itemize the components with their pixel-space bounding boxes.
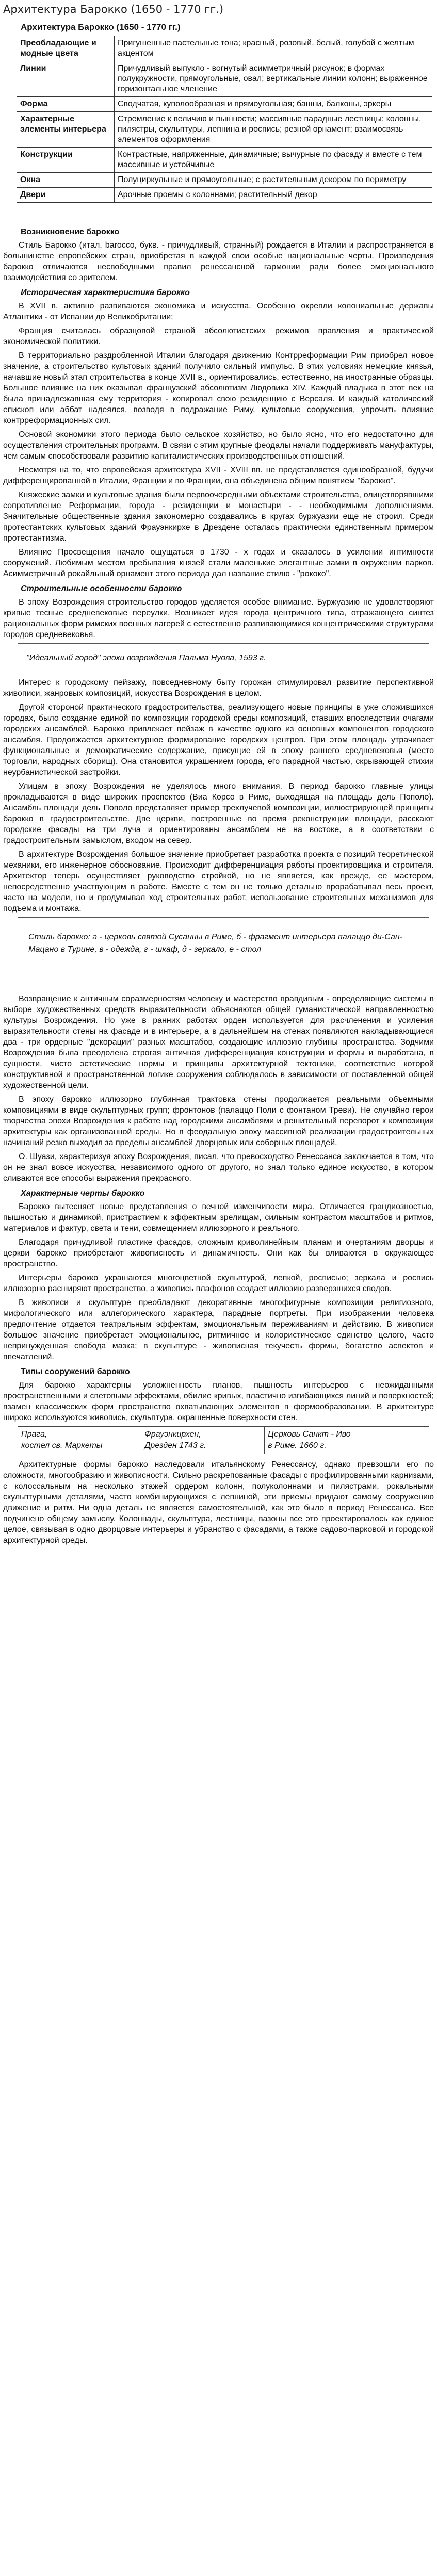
paragraph: Интерьеры барокко украшаются многоцветной скульптурой, лепкой, росписью; зеркала и роспись иллюзорно расширяют пространство, а живопись плафонов создает иллюзию разверзшихся сводов. bbox=[3, 1274, 434, 1293]
paragraph: В живописи и скульптуре преобладают декоративные многофигурные композиции религиозного, мифологического или аллегорического характера, парадные портреты. При изображении человека предпочтение отдается театральным эффектам, эмоциональным переживаниям и действию. В живописи большое значение приобретает эмоциональное, ритмичное и колористическое единство целого, часто непринужденная свобода мазка; в скульптуре - живописная текучесть формы, богатство аспектов и впечатлений. bbox=[3, 1298, 434, 1361]
traits-row bbox=[17, 173, 432, 188]
city-line-2: в Риме. 1660 г. bbox=[268, 1441, 327, 1450]
image-caption-box bbox=[18, 643, 429, 673]
traits-row bbox=[17, 61, 432, 97]
section-heading-origin: Возникновение барокко bbox=[21, 227, 120, 236]
trait-value: Сводчатая, куполообразная и прямоугольная; башни, балконы, эркеры bbox=[115, 97, 432, 112]
paragraph: Возвращение к античным соразмерностям человеку и мастерство правдивым - определяющие системы в выборе художественных средств выразительности объясняются общей гуманистической направленностью культуры Возрождения. Но уже в ранних работах орден используется для расчленения и усиления выразительности стены на фасаде и в интерьере, а в дальнейшем на стенах появляются накладывающиеся два - три ордерные "декорации" разных масштабов, создающие иллюзию глубины пространства. Зодчими Возрождения была преодолена строгая античная дифференциация конструкции и формы и выработана, в сущности, чисто эстетические нормы и принципы архитектурной тектоники, соответствие которой конструктивной и пространственной логике сооружения соблюдалось в зависимости от поставленной общей художественной цели. bbox=[3, 994, 434, 1090]
trait-name: Двери bbox=[17, 188, 115, 203]
section-heading-types: Типы сооружений барокко bbox=[21, 1367, 130, 1376]
traits-row bbox=[17, 188, 432, 203]
traits-row bbox=[17, 36, 432, 61]
trait-value: Пригушенные пастельные тона; красный, розовый, белый, голубой с желтым акцентом bbox=[115, 36, 432, 61]
paragraph: Для барокко характерны усложненность планов, пышность интерьеров с неожиданными пространственными и световыми эффектами, обилие кривых, пластично изгибающихся линий и поверхностей; взамен классических форм пространство охватывающих элементов в формообразовании. В архитектуре широко используются живопись, скульптура, окрашенные поверхности стен. bbox=[3, 1381, 434, 1422]
city-cell bbox=[18, 1427, 141, 1454]
trait-value: Арочные проемы с колоннами; растительный декор bbox=[115, 188, 432, 203]
page-title: Архитектура Барокко (1650 - 1770 гг.) bbox=[3, 0, 434, 19]
city-line-1: Фрауэнкирхен, bbox=[144, 1430, 201, 1439]
paragraph: Основой экономики этого периода было сельское хозяйство, но было ясно, что его недостаточно для осуществления строительных программ. В связи с этим крупные феодалы начали поддерживать мануфактуры, чем самым способствовали развитию капиталистических производственных отношений. bbox=[3, 430, 434, 461]
image-caption: Стиль барокко: а - церковь святой Сусанны в Риме, б - фрагмент интерьера палаццо ди-Сан-Мацано в Турине, в - одежда, г - шкаф, д - зеркало, е - стол bbox=[28, 933, 402, 954]
trait-name: Преобладающие и модные цвета bbox=[17, 36, 115, 61]
city-line-2: Дрезден 1743 г. bbox=[144, 1441, 206, 1450]
trait-name: Характерные элементы интерьера bbox=[17, 112, 115, 148]
section-heading-features: Строительные особенности барокко bbox=[21, 584, 182, 593]
paragraph: Влияние Просвещения начало ощущаться в 1730 - х годах и сказалось в усилении интимности сооружений. Любимым местом пребывания князей стали маленькие элегантные замки в окружении парков. Асимметричный рокайльный орнамент этого периода дал название стилю - "рококо". bbox=[3, 548, 434, 578]
city-line-1: Прага, bbox=[21, 1430, 47, 1439]
traits-row bbox=[17, 97, 432, 112]
paragraph: В территориально раздробленной Италии благодаря движению Контрреформации Рим приобрел новое значение, а строительство культовых зданий получило сильный импульс. В этих условиях немецкие князья, начавшие новый этап строительства в конце XVII в., ориентировались, естественно, на иностранные образцы. Большое влияние на них оказывал французский абсолютизм Людовика XIV. Каждый владыка в этот век на была принадлежавшая ему территория - копировал свою резиденцию с Версаля. И каждый католический епископ или аббат надеялся, возводя в подражание Риму, культовые сооружения, упрочить влияние контрреформационных сил. bbox=[3, 351, 434, 425]
paragraph: В эпоху Возрождения строительство городов уделяется особое внимание. Буржуазию не удовлетворяют кривые тесные средневековые переулки. Возникает идея города центричного типа, отражающего синтез рациональных форм римских военных лагерей с естественно развивающимися концентрическими структурами городов средневековья. bbox=[3, 598, 434, 639]
image-caption: "Идеальный город" эпохи возрождения Пальма Нуова, 1593 г. bbox=[26, 654, 266, 662]
city-cell bbox=[265, 1427, 429, 1454]
cities-table bbox=[18, 1426, 429, 1454]
section-heading-history: Историческая характеристика барокко bbox=[21, 288, 190, 297]
trait-name: Форма bbox=[17, 97, 115, 112]
image-caption-box bbox=[18, 917, 429, 989]
paragraph: Архитектурные формы барокко наследовали итальянскому Ренессансу, однако превзошли его по сложности, многообразию и живописности. Сильно раскрепованные фасады с профилированными карнизами, с колоссальным на несколько этажей ордером колонн, полуколоннами и пилястрами, рокальными скульптурными деталями, часто комбинирующихся с лепниной, эти приемы придают самому сооружению движение и ритм. Ни одна деталь не является самостоятельной, как это было в период Ренессанса. Все подчинено общему замыслу. Колоннады, скульптура, лестницы, вазоны все это проектировалось как единое целое, связывая в одно дворцовые интерьеры и убранство с фасадами, а также садово-парковой и городской архитектурной среды. bbox=[3, 1460, 434, 1545]
paragraph: В эпоху барокко иллюзорно глубинная трактовка стены продолжается реальными объемными композициями в виде скульптурных групп; фронтонов (палаццо Поли с фонтаном Треви). Не случайно герои творчества эпохи Возрождения к работе над городскими ансамблями и решительный переворот к композиции архитектуры как организованной среды. Но в феодальную эпоху массивной реализации градостроительных начинаний резко выходил за пределы ансамблей дворцовых или соборных площадей. bbox=[3, 1095, 434, 1147]
trait-name: Линии bbox=[17, 61, 115, 97]
paragraph: Барокко вытесняет новые представления о вечной изменчивости мира. Отличается грандиозностью, пышностью и динамикой, пристрастием к эффектным зрелищам, сильным контрастом масштабов и ритмов, материалов и фактур, света и тени, совмещением иллюзорного и реального. bbox=[3, 1202, 434, 1233]
city-line-2: костел св. Маркеты bbox=[21, 1441, 103, 1450]
section-heading-traits: Характерные черты барокко bbox=[21, 1189, 145, 1198]
paragraph: Несмотря на то, что европейская архитектура XVII - XVIII вв. не представляется единообразной, будучи дифференцированной в Италии, Франции и во Франции, она объединена общим понятием "барокко". bbox=[3, 466, 434, 485]
city-line-1: Церковь Санкт - Иво bbox=[268, 1430, 351, 1439]
paragraph: Другой стороной практического градостроительства, реализующего новые принципы в уже сложившихся городах, было создание единой по композиции городской среды композиций, ставших впоследствии очагами городских ансамблей. Барокко привлекает пейзаж в качестве одного из основных компонентов городского ансамбля. Продолжается архитектурное формирование городских центров. При этом площадь утрачивает функциональные и демократические содержание, присущие ей в эпоху раннего средневековья (место торговли, народных сборищ). Она становится украшением города, его парадной частью, скрывающей стихии неурбанистической застройки. bbox=[3, 703, 434, 777]
paragraph: Княжеские замки и культовые здания были первоочередными объектами строительства, олицетворявшими сопротивление Реформации, города - резиденции и монастыри - - необходимыми дополнениями. Значительные общественные здания закономерно создавались в кругах буржуазии еще не строил. Среди протестантских культовых зданий Фрауэнкирхе в Дрездене осталась практически единственным примером протестантизма. bbox=[3, 491, 434, 543]
trait-value: Полуциркульные и прямоугольные; с растительным декором по периметру bbox=[115, 173, 432, 188]
paragraph: В XVII в. активно развиваются экономика и искусства. Особенно окрепли колониальные державы Атлантики - от Испании до Великобритании; bbox=[3, 302, 434, 321]
paragraph: Интерес к городскому пейзажу, повседневному быту горожан стимулировал развитие перспективной живописи, жанровых композиций, искусства Возрождения в целом. bbox=[3, 678, 434, 698]
document-title: Архитектура Барокко (1650 - 1770 гг.) bbox=[21, 22, 181, 32]
city-cell bbox=[141, 1427, 265, 1454]
paragraph: Франция считалась образцовой страной абсолютистских режимов правления и практической экономической политики. bbox=[3, 327, 434, 346]
paragraph: В архитектуре Возрождения большое значение приобретает разработка проекта с позиций теоретической механики, его инженерное обоснование. Происходит дифференциация работы проектировщика и строителя. Архитектор теперь осуществляет руководство стройкой, но не является, как прежде, ее мастером, непосредственно участвующим в работе. Вместе с тем он не только детально прорабатывал весь проект, часто на модели, но и продумывал ход строительных работ, использование строительных механизмов для подъема и монтажа. bbox=[3, 850, 434, 913]
traits-table bbox=[17, 36, 432, 203]
traits-row bbox=[17, 148, 432, 173]
paragraph: Благодаря причудливой пластике фасадов, сложным криволинейным планам и очертаниям дворцы и церкви барокко приобретают живописность и динамичность. Они как бы вливаются в окружающее пространство. bbox=[3, 1238, 434, 1268]
trait-value: Контрастные, напряженные, динамичные; вычурные по фасаду и вместе с тем массивные и устойчивые bbox=[115, 148, 432, 173]
traits-row bbox=[17, 112, 432, 148]
trait-name: Конструкции bbox=[17, 148, 115, 173]
trait-value: Стремление к величию и пышности; массивные парадные лестницы; колонны, пилястры, скульптуры, лепнина и роспись; резной орнамент; взаимосвязь элементов оформления bbox=[115, 112, 432, 148]
paragraph: О. Шуази, характеризуя эпоху Возрождения, писал, что превосходство Ренессанса заключается в том, что он не знал вовсе искусства, независимого одного от другого, но знал только единое искусство, в котором сливаются все способы выражения прекрасного. bbox=[3, 1152, 434, 1183]
paragraph: Стиль Барокко (итал. barocco, букв. - причудливый, странный) рождается в Италии и распространяется в большинстве европейских стран, приобретая в каждой свои особые национальные черты. Произведения барокко отличаются несвободными правил ренессансной гармонии ради более эмоционального взаимодействия со зрителем. bbox=[3, 241, 434, 282]
trait-name: Окна bbox=[17, 173, 115, 188]
paragraph: Улицам в эпоху Возрождения не уделялось много внимания. В период барокко главные улицы прокладываются в виде широких проспектов (Виа Корсо в Риме, выходящая на площадь дель Пополо). Ансамбль площади дель Пополо представляет пример трехлучевой композиции, иллюстрирующей принципы барокко в градостроительстве. Две церкви, построенные во время реконструкции площади, расскают городские фасады на три луча и ориентированы ансамблем не на востоке, а в соответствии с градостроительным замыслом, входом на север. bbox=[3, 782, 434, 845]
trait-value: Причудливый выпукло - вогнутый асимметричный рисунок; в формах полукружности, прямоугольные, овал; вертикальные линии колонн; выраженное горизонтальное членение bbox=[115, 61, 432, 97]
